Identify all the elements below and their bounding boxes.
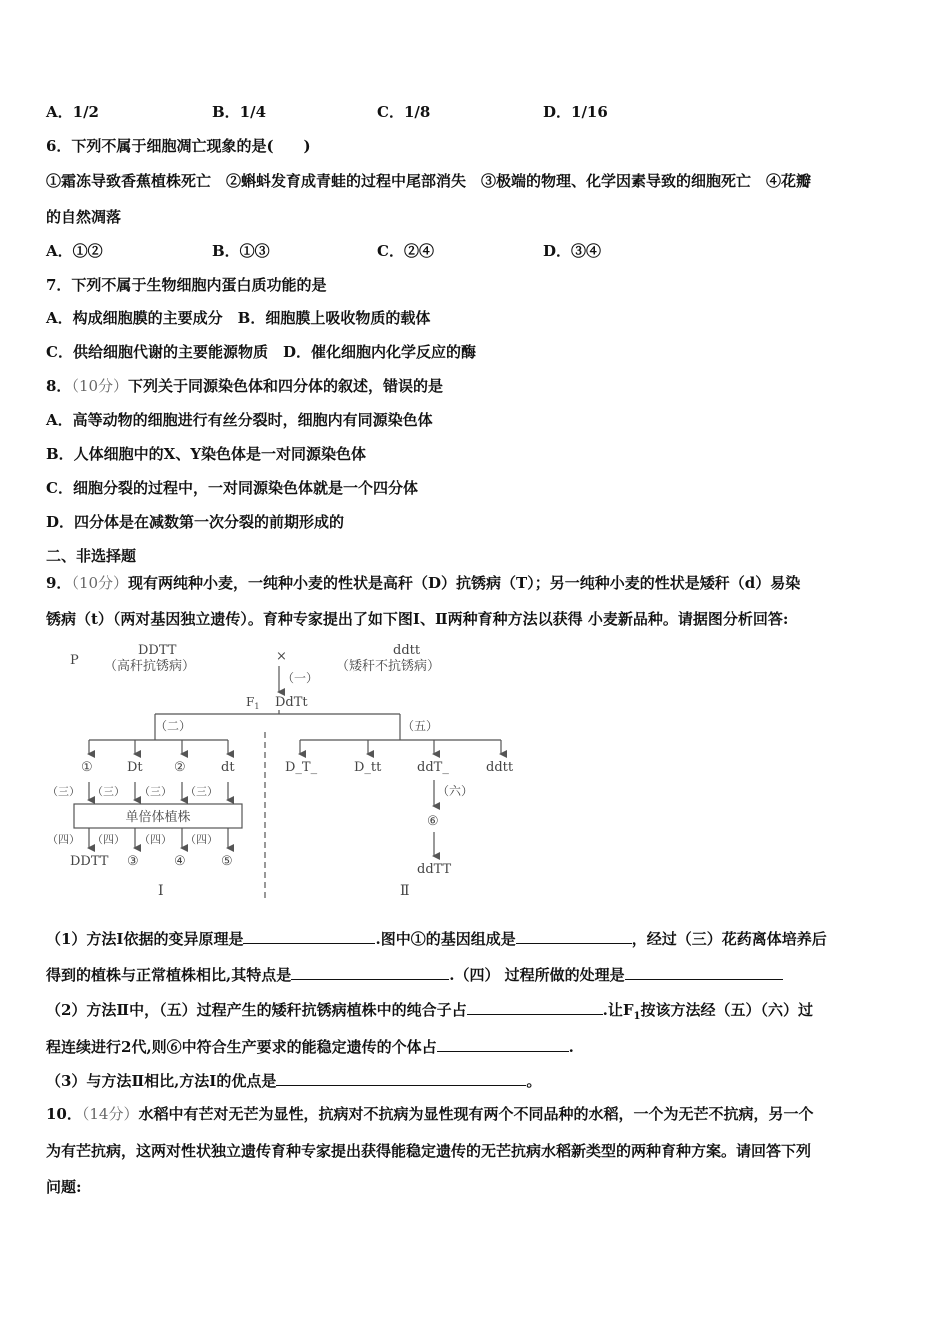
f1-letter: F [246, 695, 255, 709]
q7-options-cd: C．供给细胞代谢的主要能源物质 D．催化细胞内化学反应的酶 [46, 343, 476, 361]
q8-option-b: B．人体细胞中的X、Y染色体是一对同源染色体 [46, 445, 367, 463]
offspring-4: ④ [174, 854, 186, 869]
q9-sub1-line2 [46, 964, 783, 985]
q8-option-d: D．四分体是在减数第一次分裂的前期形成的 [46, 513, 345, 531]
parent1-genotype: DDTT [138, 643, 177, 658]
phenotype-d-t: D_T_ [285, 760, 318, 775]
q7-options-ab: A．构成细胞膜的主要成分 B．细胞膜上吸收物质的载体 [46, 309, 431, 327]
q10-score: （14分） [81, 1105, 139, 1123]
q8-number: 8． [46, 377, 72, 395]
q9-sub1-text-d: 得到的植株与正常植株相比,其特点是 [46, 966, 292, 984]
q5-option-a: A．1/2 [46, 103, 99, 121]
q6-option-a: A．①② [46, 242, 103, 260]
step2-label: （二） [155, 719, 192, 733]
parent1-trait: （高秆抗锈病） [104, 659, 196, 674]
final-genotype: ddTT [417, 862, 452, 877]
q9-sub1-text-c: ，经过（三）花药离体培养后 [631, 930, 827, 948]
q9-sub3-line [46, 1070, 541, 1091]
f1-subscript: 1 [254, 702, 260, 711]
f1-label [246, 695, 259, 711]
breeding-diagram [47, 640, 530, 905]
q9-number: 9． [46, 574, 72, 592]
step3-label: （三） [185, 785, 218, 798]
answer-blank[interactable] [516, 928, 632, 944]
step3-label: （三） [139, 785, 172, 798]
q8-stem: 下列关于同源染色体和四分体的叙述，错误的是 [128, 377, 444, 395]
item-6: ⑥ [427, 814, 439, 829]
phenotype-dd-t: ddT_ [417, 760, 449, 775]
q9-stem-line1 [46, 573, 800, 593]
q9-score: （10分） [71, 574, 129, 592]
q9-stem: 现有两纯种小麦，一纯种小麦的性状是高秆（D）抗锈病（T）；另一纯种小麦的性状是矮秆（d）易染 [128, 574, 801, 592]
q9-sub1-text-a: （1）方法Ⅰ依据的变异原理是 [46, 930, 244, 948]
offspring-3: ③ [127, 854, 139, 869]
q6-statements: ①霜冻导致香蕉植株死亡 ②蝌蚪发育成青蛙的过程中尾部消失 ③极端的物理、化学因素导致的细胞死亡 ④花瓣 [46, 172, 812, 190]
step6-label: （六） [437, 784, 474, 798]
q10-stem-line1 [46, 1104, 813, 1124]
parent2-genotype: ddtt [393, 643, 421, 658]
q9-sub2-text-a: （2）方法Ⅱ中，（五）过程产生的矮秆抗锈病植株中的纯合子占 [46, 1001, 467, 1019]
step3-label: （三） [92, 785, 125, 798]
offspring-ddtt: DDTT [70, 854, 109, 869]
step4-label: （四） [139, 833, 172, 846]
step4-label: （四） [185, 833, 218, 846]
q10-stem-line3: 问题: [46, 1178, 82, 1196]
q6-statements-cont: 的自然凋落 [46, 208, 122, 226]
q8-option-a: A．高等动物的细胞进行有丝分裂时，细胞内有同源染色体 [46, 411, 433, 429]
step1-label: （一） [282, 671, 319, 685]
gamete-dt-lower: dt [221, 760, 235, 775]
haploid-label: 单倍体植株 [125, 810, 191, 825]
q8-score: （10分） [71, 377, 129, 395]
q8-stem-line [46, 376, 443, 396]
gamete-2: ② [174, 760, 186, 775]
q9-sub3-text-b: 。 [526, 1072, 542, 1090]
q9-sub2-subscript: 1 [633, 1011, 641, 1022]
q6-stem: 6．下列不属于细胞凋亡现象的是( ) [46, 137, 311, 155]
phenotype-arrows [300, 740, 501, 754]
generation-p-label: P [70, 653, 79, 668]
q5-option-c: C．1/8 [377, 103, 431, 121]
phenotype-d-tt: D_tt [354, 760, 382, 775]
parent2-trait: （矮秆不抗锈病） [336, 659, 441, 674]
step5-label: （五） [402, 719, 439, 733]
step4-label: （四） [47, 833, 80, 846]
q9-sub1-text-b: .图中①的基因组成是 [375, 930, 516, 948]
answer-blank[interactable] [291, 964, 449, 980]
q9-stem-line2: 锈病（t）（两对基因独立遗传）。育种专家提出了如下图Ⅰ、Ⅱ两种育种方法以获得 小麦新品种。请据图分析回答: [46, 610, 789, 628]
q9-sub1-text-e: .（四） 过程所做的处理是 [449, 966, 625, 984]
f1-genotype: DdTt [275, 695, 308, 710]
q9-sub2-text-c: 按该方法经（五）（六）过 [640, 1001, 813, 1019]
q9-sub2-text-e: . [568, 1038, 574, 1056]
q10-number: 10． [46, 1105, 82, 1123]
offspring-5: ⑤ [221, 854, 233, 869]
answer-blank[interactable] [467, 999, 603, 1015]
q9-sub2-text-d: 程连续进行2代,则⑥中符合生产要求的能稳定遗传的个体占 [46, 1038, 437, 1056]
phenotype-ddtt: ddtt [486, 760, 514, 775]
q6-option-b: B．①③ [212, 242, 270, 260]
cross-symbol: × [276, 649, 287, 664]
step4-label: （四） [92, 833, 125, 846]
q7-stem: 7．下列不属于生物细胞内蛋白质功能的是 [46, 276, 327, 294]
answer-blank[interactable] [276, 1070, 526, 1086]
gamete-1: ① [81, 760, 93, 775]
q9-sub3-text-a: （3）与方法Ⅱ相比,方法Ⅰ的优点是 [46, 1072, 277, 1090]
q9-sub2-line2 [46, 1036, 574, 1057]
method2-label: Ⅱ [400, 883, 410, 899]
section-heading: 二、非选择题 [46, 547, 137, 565]
q6-option-c: C．②④ [377, 242, 434, 260]
q9-sub1-line1 [46, 928, 827, 949]
answer-blank[interactable] [243, 928, 375, 944]
q5-option-d: D．1/16 [543, 103, 608, 121]
step3-label: （三） [47, 785, 80, 798]
q6-option-d: D．③④ [543, 242, 602, 260]
q9-sub2-text-b: .让F [602, 1001, 634, 1019]
method1-label: Ⅰ [158, 883, 164, 899]
q10-stem: 水稻中有芒对无芒为显性，抗病对不抗病为显性现有两个不同品种的水稻，一个为无芒不抗病，另一个 [138, 1105, 814, 1123]
gamete-arrows [89, 740, 228, 754]
answer-blank[interactable] [437, 1036, 569, 1052]
gamete-dt-upper: Dt [127, 760, 143, 775]
q9-sub2-line1 [46, 999, 813, 1027]
q10-stem-line2: 为有芒抗病，这两对性状独立遗传育种专家提出获得能稳定遗传的无芒抗病水稻新类型的两种育种方案。请回答下列 [46, 1142, 812, 1160]
q8-option-c: C．细胞分裂的过程中，一对同源染色体就是一个四分体 [46, 479, 418, 497]
q5-option-b: B．1/4 [212, 103, 267, 121]
answer-blank[interactable] [625, 964, 783, 980]
